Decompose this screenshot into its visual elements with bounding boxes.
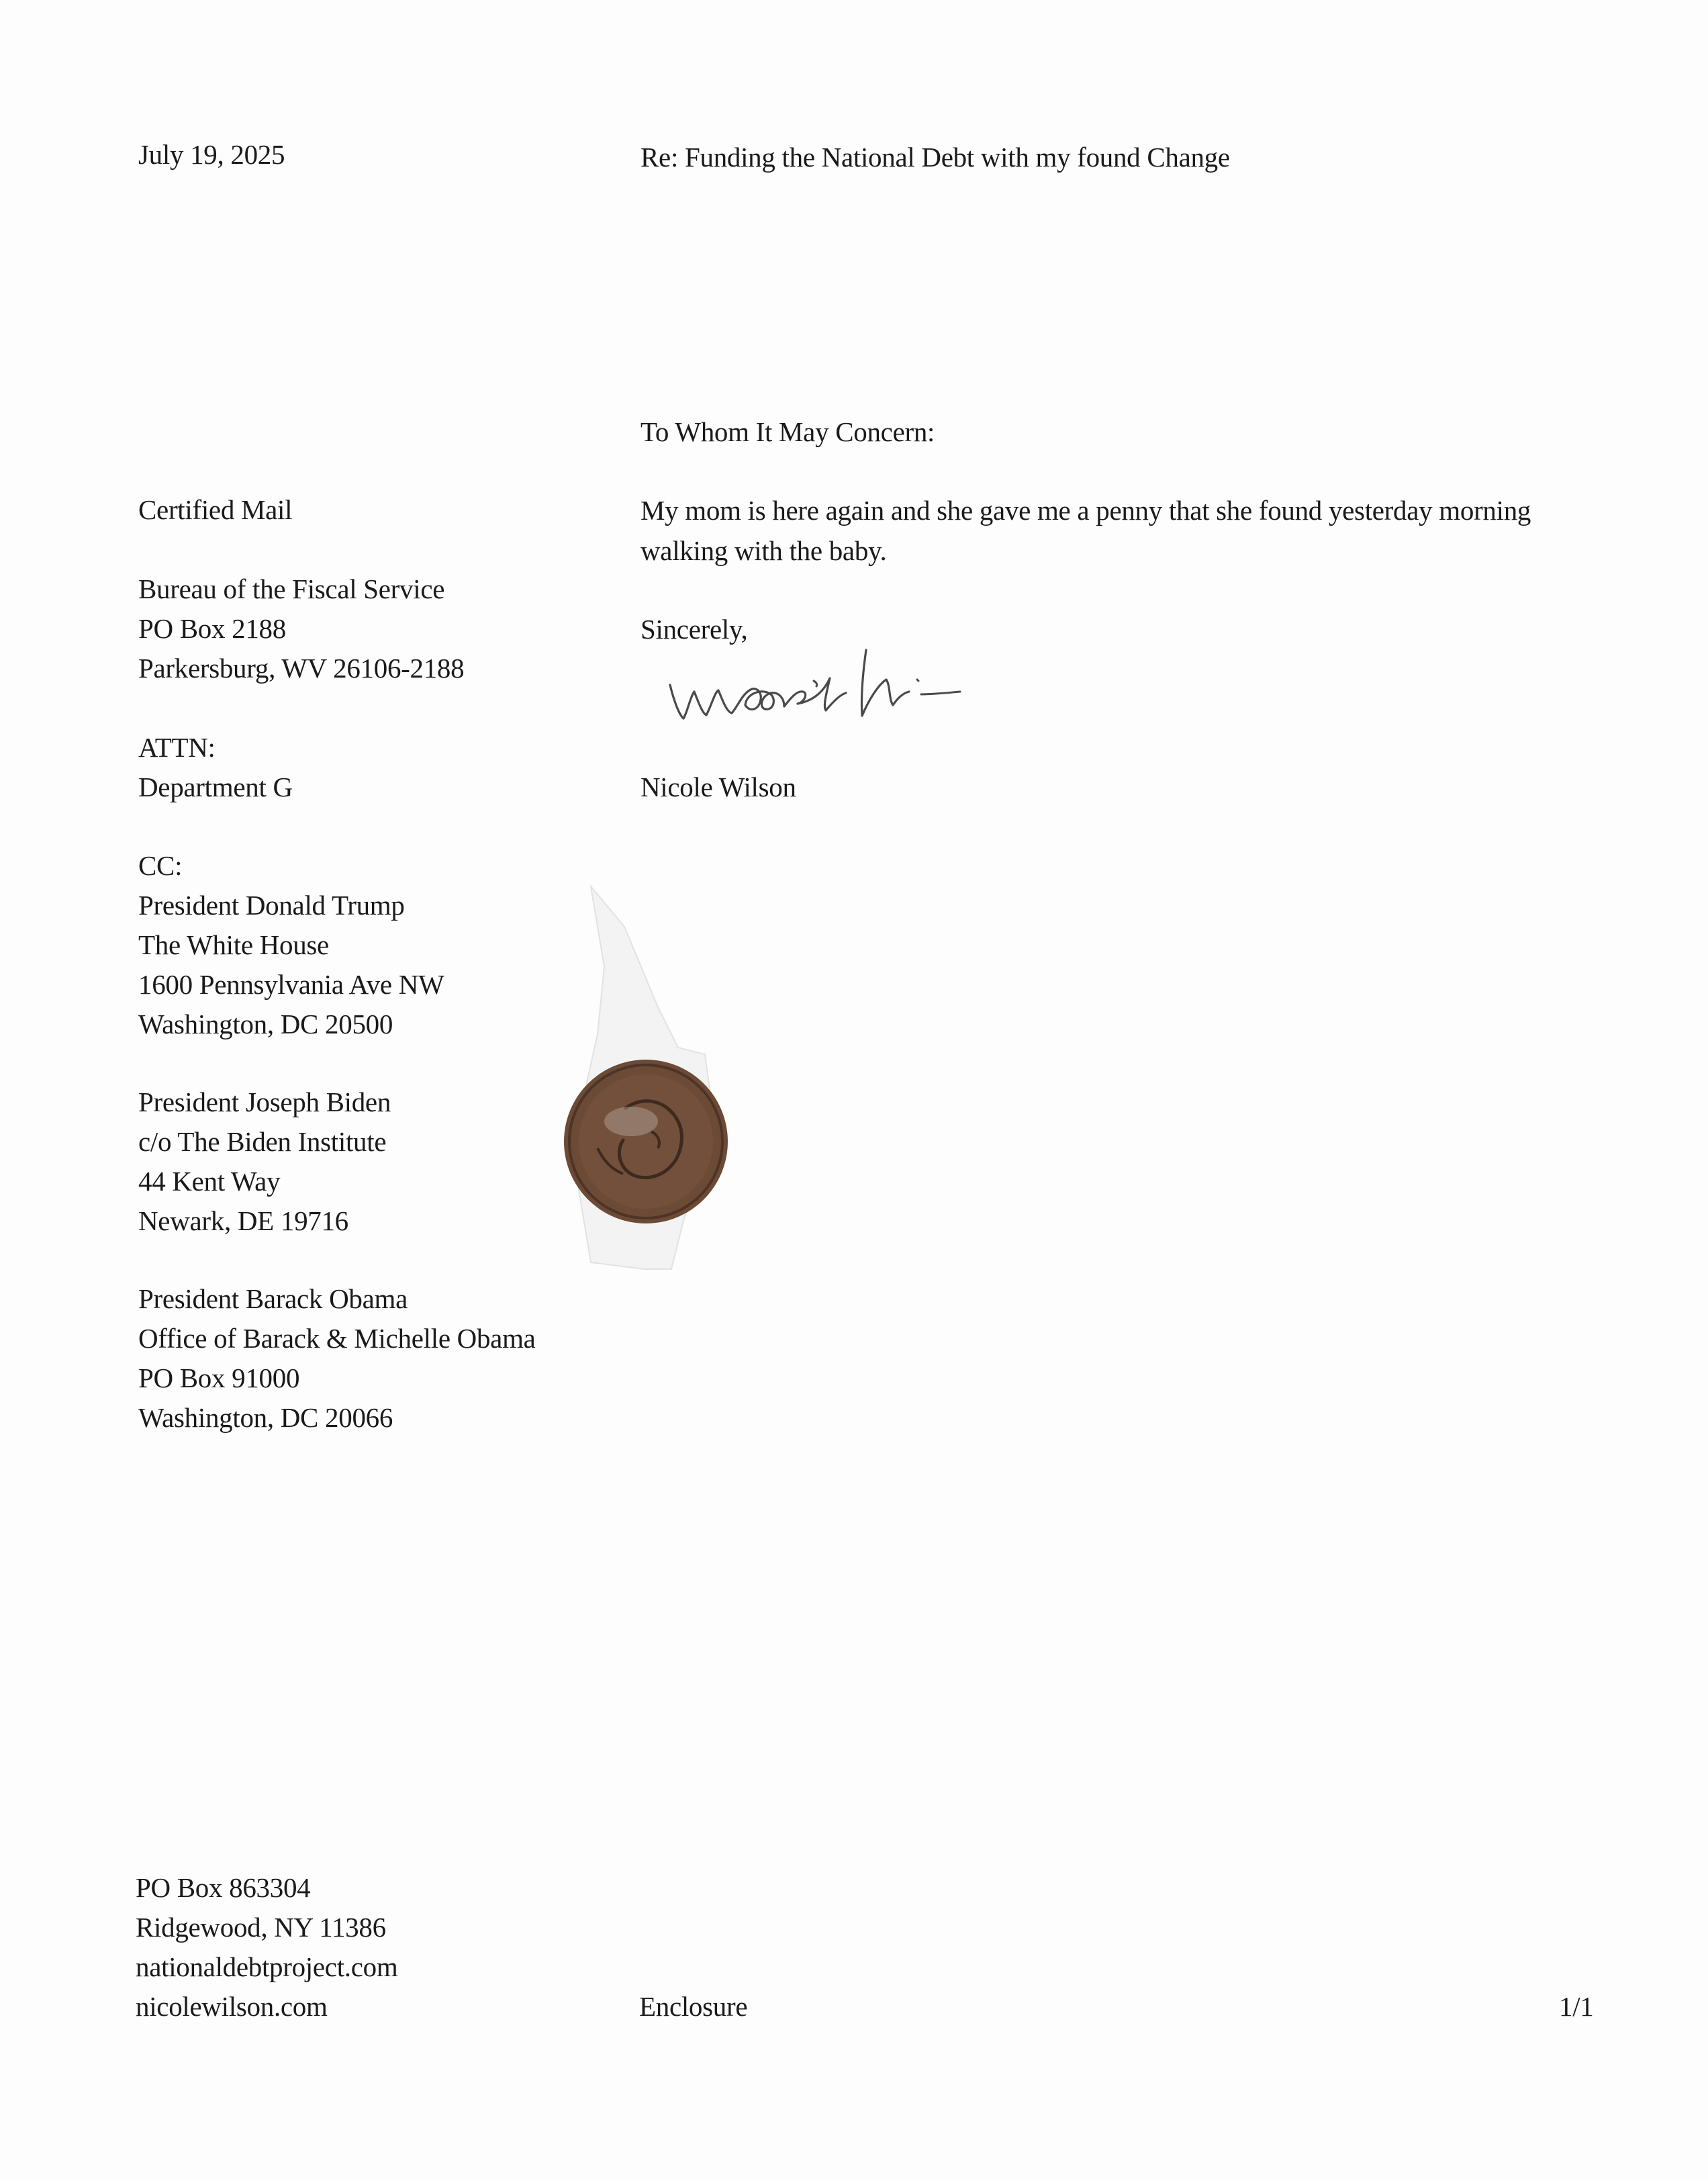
attn-block — [138, 728, 293, 807]
cc-label: CC: — [138, 850, 183, 881]
cc-line: Office of Barack & Michelle Obama — [138, 1323, 536, 1354]
enclosure-label: Enclosure — [639, 1991, 748, 2022]
letter-date: July 19, 2025 — [138, 139, 285, 170]
cc-line: President Donald Trump — [138, 890, 405, 921]
cc-line: Washington, DC 20066 — [138, 1402, 393, 1433]
recipient-line: Parkersburg, WV 26106-2188 — [138, 653, 465, 684]
footer-website: nationaldebtproject.com — [136, 1951, 398, 1982]
cc-line: c/o The Biden Institute — [138, 1126, 387, 1157]
recipient-address — [138, 569, 464, 688]
cc-line: PO Box 91000 — [138, 1362, 300, 1393]
cc-line: President Joseph Biden — [138, 1086, 391, 1117]
recipient-line: Bureau of the Fiscal Service — [138, 573, 445, 604]
letter-body: My mom is here again and she gave me a penny that she found yesterday morning walking with the baby. — [640, 495, 1531, 566]
footer-line: PO Box 863304 — [136, 1872, 311, 1903]
taped-penny — [551, 866, 752, 1296]
cc-biden — [138, 1082, 391, 1241]
cc-line: The White House — [138, 929, 329, 960]
cc-line: Newark, DE 19716 — [138, 1205, 348, 1236]
footer-address — [136, 1868, 397, 2027]
letter-subject: Re: Funding the National Debt with my found Change — [640, 142, 1230, 173]
footer-website: nicolewilson.com — [136, 1991, 328, 2022]
cc-line: President Barack Obama — [138, 1283, 408, 1314]
cc-trump — [138, 846, 444, 1044]
page-number: 1/1 — [1559, 1991, 1594, 2022]
cc-obama — [138, 1279, 536, 1438]
sender-name: Nicole Wilson — [640, 772, 796, 802]
cc-line: 1600 Pennsylvania Ave NW — [138, 969, 444, 1000]
cc-line: Washington, DC 20500 — [138, 1009, 393, 1039]
attn-label: ATTN: — [138, 732, 216, 763]
cc-line: 44 Kent Way — [138, 1166, 281, 1197]
signature — [665, 638, 1014, 739]
footer-line: Ridgewood, NY 11386 — [136, 1912, 386, 1943]
recipient-line: PO Box 2188 — [138, 613, 286, 644]
closing: Sincerely, — [640, 614, 748, 645]
attn-department: Department G — [138, 772, 293, 802]
salutation: To Whom It May Concern: — [640, 416, 935, 447]
mail-type: Certified Mail — [138, 494, 293, 525]
